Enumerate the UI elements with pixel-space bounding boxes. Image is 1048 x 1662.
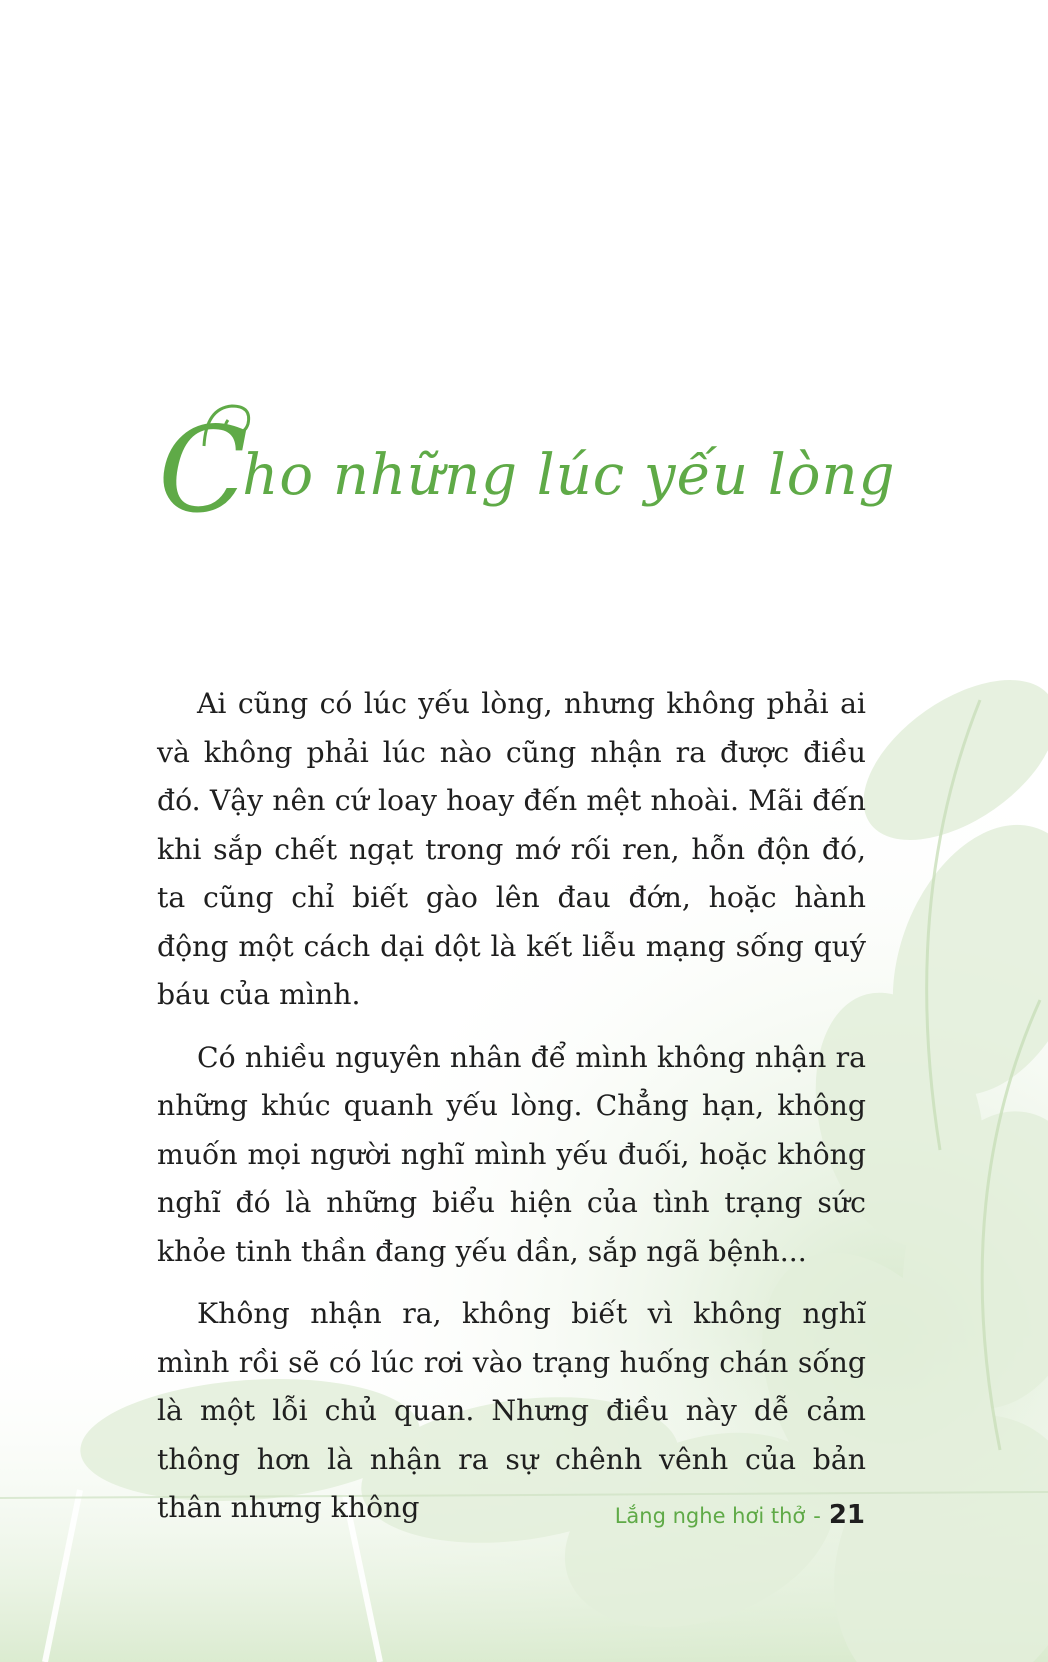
page-footer	[615, 1500, 865, 1530]
paragraph-2: Có nhiều nguyên nhân để mình không nhận ra những khúc quanh yếu lòng. Chẳng hạn, không muốn mọi người nghĩ mình yếu đuối, hoặc không nghĩ đó là những biểu hiện của tình trạng sức khỏe tinh thần đang yếu dần, sắp ngã bệnh...	[157, 1040, 866, 1268]
running-book-title: Lắng nghe hơi thở	[614, 1504, 806, 1528]
title-swirl-ornament-icon	[196, 402, 256, 452]
page-number: 21	[828, 1500, 865, 1530]
paragraph-3: Không nhận ra, không biết vì không nghĩ mình rồi sẽ có lúc rơi vào trạng huống chán sống là một lỗi chủ quan. Nhưng điều này dễ cảm thông hơn là nhận ra sự chênh vênh của bản thân nhưng không	[157, 1297, 866, 1524]
title-text: ho những lúc yếu lòng	[242, 443, 896, 508]
body-text	[157, 680, 866, 1547]
title-initial: C	[158, 401, 249, 539]
paragraph-1: Ai cũng có lúc yếu lòng, nhưng không phải ai và không phải lúc nào cũng nhận ra được điều đó. Vậy nên cứ loay hoay đến mệt nhoài. Mãi đến khi sắp chết ngạt trong mớ rối ren, hỗn độn đó, ta cũng chỉ biết gào lên đau đớn, hoặc hành động một cách dại dột là kết liễu mạng sống quý báu của mình.	[157, 687, 866, 1011]
chapter-title	[158, 401, 918, 539]
footer-separator: -	[813, 1504, 821, 1528]
